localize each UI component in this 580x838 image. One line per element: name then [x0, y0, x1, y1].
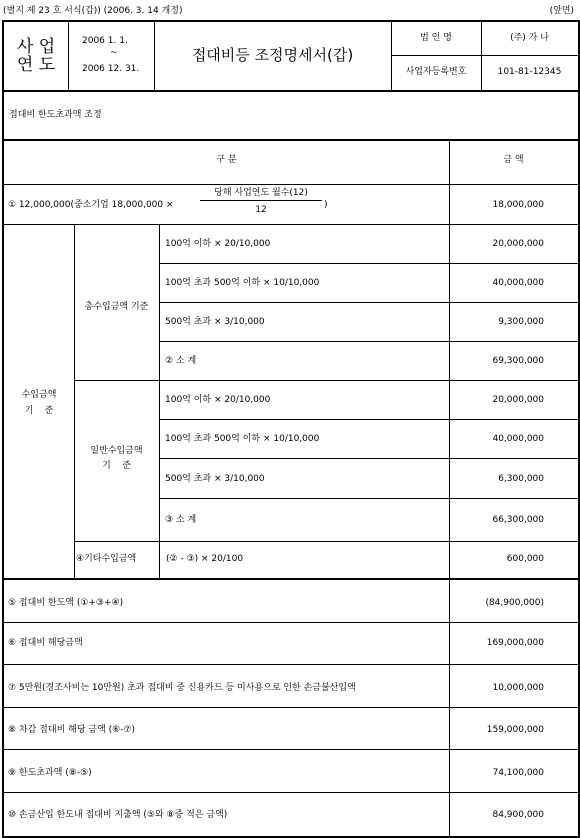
deductible-within-limit-value: 84,900,000	[492, 810, 544, 820]
period-end: 2006 12. 31.	[82, 64, 140, 74]
limit-amount-text: ⑤ 접대비 한도액 (①+③+④)	[8, 598, 124, 608]
net-entertainment-value: 159,000,000	[486, 725, 544, 735]
division-header: 구 분	[216, 155, 237, 165]
period-start: 2006 1. 1.	[82, 36, 128, 46]
total-row-1-amount: 20,000,000	[492, 239, 544, 249]
general-subtotal-text: ③ 소 계	[165, 515, 197, 525]
limit-excess-value: 74,100,000	[492, 768, 544, 778]
total-subtotal-amount: 69,300,000	[492, 356, 544, 366]
form-header	[0, 0, 580, 18]
total-row-3-text: 500억 초과 × 3/10,000	[165, 317, 265, 327]
other-revenue-label: ④기타수입금액	[76, 554, 137, 564]
corp-name-value: (주) 가 나	[510, 33, 549, 43]
general-subtotal-amount: 66,300,000	[492, 515, 544, 525]
limit-amount-value: (84,900,000)	[485, 598, 544, 608]
business-year-label: 사 업 연 도	[16, 37, 56, 75]
total-row-2-amount: 40,000,000	[492, 278, 544, 288]
corp-name-label: 법 인 명	[420, 33, 452, 43]
entertainment-amount-text: ⑥ 접대비 해당금액	[8, 638, 83, 648]
net-entertainment-text: ⑧ 차감 접대비 해당 금액 (⑥-⑦)	[8, 725, 136, 735]
general-row-2-amount: 40,000,000	[492, 434, 544, 444]
card-nonuse-text: ⑦ 5만원(경조사비는 10만원) 초과 접대비 중 신용카드 등 미사용으로 인한 손금불산입액	[8, 683, 356, 693]
general-revenue-label: 일반수입금액 기 준	[90, 446, 143, 471]
form-reference: (별지 제 23 호 서식(갑)) (2006. 3. 14 개정)	[3, 6, 183, 16]
revenue-group-label: 수입금액 기 준	[21, 390, 57, 416]
other-revenue-amount: 600,000	[506, 554, 544, 564]
general-row-3-amount: 6,300,000	[498, 474, 544, 484]
general-row-2-text: 100억 초과 500억 이하 × 10/10,000	[165, 434, 320, 444]
card-nonuse-value: 10,000,000	[492, 683, 544, 693]
total-revenue-label: 총수입금액 기준	[84, 302, 149, 312]
total-row-1-text: 100억 이하 × 20/10,000	[165, 239, 271, 249]
total-row-2-text: 100억 초과 500억 이하 × 10/10,000	[165, 278, 320, 288]
entertainment-amount-value: 169,000,000	[486, 638, 544, 648]
total-subtotal-text: ② 소 계	[165, 356, 197, 366]
form-title: 접대비등 조정명세서(갑)	[191, 46, 354, 64]
row1-close: )	[324, 200, 328, 210]
period-tilde: ~	[110, 48, 118, 58]
general-row-3-text: 500억 초과 × 3/10,000	[165, 474, 265, 484]
deductible-within-limit-text: ⑩ 손금산입 한도내 접대비 지출액 (⑤와 ⑧중 적은 금액)	[8, 810, 228, 820]
biz-no-value: 101-81-12345	[497, 67, 562, 77]
limit-excess-text: ⑨ 한도초과액 (⑧-⑤)	[8, 768, 92, 778]
row1-numerator: 당해 사업연도 월수(12)	[214, 188, 308, 198]
adjustment-form	[2, 20, 580, 838]
general-row-1-text: 100억 이하 × 20/10,000	[165, 395, 271, 405]
page-side: (앞면)	[549, 6, 574, 16]
other-revenue-text: (② - ③) × 20/100	[166, 554, 244, 564]
general-row-1-amount: 20,000,000	[492, 395, 544, 405]
row1-label: ① 12,000,000(중소기업 18,000,000 ×	[8, 200, 174, 210]
row1-denominator: 12	[255, 205, 267, 215]
biz-no-label: 사업자등록번호	[405, 67, 467, 77]
row1-amount: 18,000,000	[492, 200, 544, 210]
total-row-3-amount: 9,300,000	[498, 317, 544, 327]
amount-header: 금 액	[503, 155, 524, 165]
section-title: 접대비 한도초과액 조정	[9, 110, 102, 120]
